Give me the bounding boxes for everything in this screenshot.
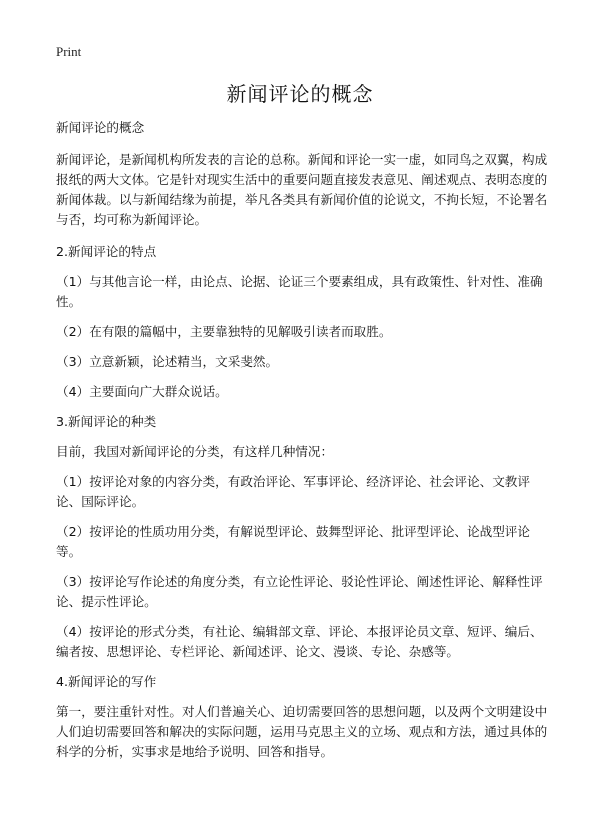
list-item-feature-3: （3）立意新颖，论述精当，文采斐然。 bbox=[56, 354, 279, 369]
section-heading-types: 3.新闻评论的种类 bbox=[56, 414, 157, 429]
section-heading-writing: 4.新闻评论的写作 bbox=[56, 674, 157, 689]
section-heading-concept: 新闻评论的概念 bbox=[56, 120, 145, 135]
list-item-type-2: （2）按评论的性质功用分类，有解说型评论、鼓舞型评论、批评型评论、论战型评论等。 bbox=[56, 524, 530, 559]
page-title: 新闻评论的概念 bbox=[226, 82, 374, 106]
list-item-type-4: （4）按评论的形式分类，有社论、编辑部文章、评论、本报评论员文章、短评、编后、编者按、思想评论、专栏评论、新闻述评、论文、漫谈、专论、杂感等。 bbox=[56, 624, 543, 659]
paragraph-concept: 新闻评论，是新闻机构所发表的言论的总称。新闻和评论一实一虚，如同鸟之双翼，构成报纸的两大文体。它是针对现实生活中的重要问题直接发表意见、阐述观点、表明态度的新闻体裁。以与新闻结缘为前提，举凡各类具有新闻价值的论说文，不拘长短，不论署名与否，均可称为新闻评论。 bbox=[56, 152, 548, 227]
list-item-type-1: （1）按评论对象的内容分类，有政治评论、军事评论、经济评论、社会评论、文教评论、国际评论。 bbox=[56, 474, 530, 509]
list-item-feature-2: （2）在有限的篇幅中，主要靠独特的见解吸引读者而取胜。 bbox=[56, 324, 392, 339]
print-link[interactable]: Print bbox=[56, 44, 82, 59]
list-item-feature-1: （1）与其他言论一样，由论点、论据、论证三个要素组成，具有政策性、针对性、准确性。 bbox=[56, 274, 543, 309]
section-heading-features: 2.新闻评论的特点 bbox=[56, 244, 157, 259]
paragraph-types-intro: 目前，我国对新闻评论的分类，有这样几种情况： bbox=[56, 444, 334, 459]
list-item-feature-4: （4）主要面向广大群众说话。 bbox=[56, 384, 228, 399]
list-item-type-3: （3）按评论写作论述的角度分类，有立论性评论、驳论性评论、阐述性评论、解释性评论、提示性评论。 bbox=[56, 574, 543, 609]
paragraph-writing: 第一，要注重针对性。对人们普遍关心、迫切需要回答的思想问题，以及两个文明建设中人们迫切需要回答和解决的实际问题，运用马克思主义的立场、观点和方法，通过具体的科学的分析，实事求是地给予说明、回答和指导。 bbox=[56, 704, 548, 759]
article-body bbox=[56, 118, 554, 762]
